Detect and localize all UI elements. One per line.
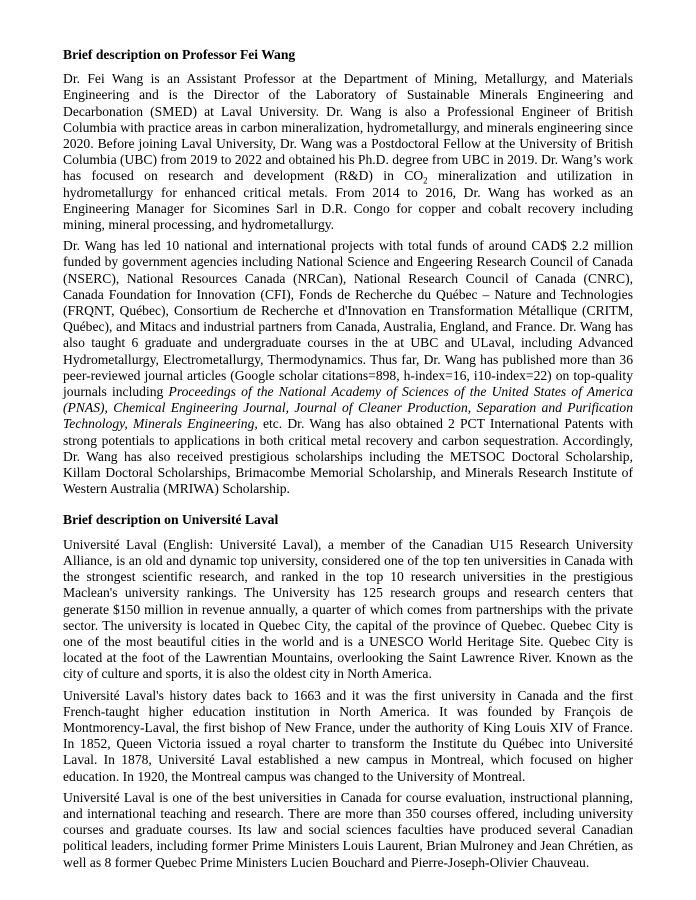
paragraph-text: Dr. Wang has led 10 national and international projects with total funds of around CAD$ 2.2 million funded by government agencies including National Science and Engeering Research Council of Canada (NSERC), National Resources Canada (NRCan), National Research Council of Canada (CNRC), Canada Foundation for Innovation (CFI), Fonds de Recherche du Québec – Nature and Technologies (FRQNT, Québec), Consortium de Recherche et d'Innovation en Transformation Métallique (CRITM, Québec), and Mitacs and industrial partners from Canada, Australia, England, and France. Dr. Wang has also taught 6 graduate and undergraduate courses in the at UBC and ULaval, including Advanced Hydrometallurgy, Electrometallurgy, Thermodynamics. Thus far, Dr. Wang has published more than 36 peer-reviewed journal articles (Google scholar citations=898, h-index=16, i10-index=22) on top-quality journals including	[63, 238, 633, 400]
fei-wang-paragraph-1	[63, 71, 633, 233]
laval-paragraph-3	[63, 790, 633, 871]
paragraph-text: etc. Dr. Wang has also obtained 2 PCT International Patents with strong potentials to applications in both critical metal recovery and carbon sequestration. Accordingly, Dr. Wang has also received prestigious scholarships including the METSOC Doctoral Scholarship, Killam Doctoral Scholarships, Brimacombe Memorial Scholarship, and Minerals Research Institute of Western Australia (MRIWA) Scholarship.	[63, 416, 633, 497]
section-universite-laval	[63, 512, 633, 870]
section-fei-wang	[63, 47, 633, 497]
fei-wang-paragraph-2	[63, 238, 633, 497]
section-heading-fei-wang: Brief description on Professor Fei Wang	[63, 47, 296, 62]
journal-titles-italic: Proceedings of the National Academy of Sciences of the United States of America (PNAS), Chemical Engineering Journal, Journal of Cleaner Production, Separation and Purification Technology, Minerals Engineering,	[63, 384, 633, 432]
co2-subscript: 2	[423, 176, 428, 187]
section-heading-universite-laval: Brief description on Université Laval	[63, 512, 279, 528]
paragraph-text: mineralization and utilization in hydrometallurgy for enhanced critical metals. From 2014 to 2016, Dr. Wang has worked as an Engineering Manager for Sicomines Sarl in D.R. Congo for copper and cobalt recovery including mining, mineral processing, and hydrometallurgy.	[63, 168, 633, 233]
paragraph-text: Université Laval's history dates back to 1663 and it was the first university in Canada and the first French-taught higher education institution in North America. It was founded by François de Montmorency-Laval, the first bishop of New France, under the authority of King Louis XIV of France. In 1852, Queen Victoria issued a royal charter to transform the Institute du Québec into Université Laval. In 1878, Université Laval established a new campus in Montreal, which focused on higher education. In 1920, the Montreal campus was changed to the University of Montreal.	[63, 687, 633, 784]
laval-paragraph-1	[63, 537, 633, 683]
paragraph-text: Université Laval is one of the best universities in Canada for course evaluation, instructional planning, and international teaching and research. There are more than 350 courses offered, including university courses and graduate courses. Its law and social sciences faculties have produced several Canadian political leaders, including former Prime Ministers Louis Laurent, Brian Mulroney and Jean Chrétien, as well as 8 former Quebec Prime Ministers Lucien Bouchard and Pierre-Joseph-Olivier Chauveau.	[63, 789, 633, 870]
paragraph-text: Université Laval (English: Université Laval), a member of the Canadian U15 Research University Alliance, is an old and dynamic top university, considered one of the top ten universities in Canada with the strongest scientific research, and ranked in the top 10 research universities in the prestigious Maclean's university rankings. The University has 125 research groups and research centers that generate $150 million in revenue annually, a quarter of which comes from partnerships with the private sector. The university is located in Quebec City, the capital of the province of Quebec. Quebec City is one of the most beautiful cities in the world and is a UNESCO World Heritage Site. Quebec City is located at the foot of the Lawrentian Mountains, overlooking the Saint Lawrence River. Known as the city of culture and sports, it is also the oldest city in North America.	[63, 536, 633, 682]
paragraph-text: Dr. Fei Wang is an Assistant Professor at the Department of Mining, Metallurgy, and Materials Engineering and is the Director of the Laboratory of Sustainable Minerals Engineering and Decarbonation (SMED) at Laval University. Dr. Wang is also a Professional Engineer of British Columbia with practice areas in carbon mineralization, hydrometallurgy, and minerals engineering since 2020. Before joining Laval University, Dr. Wang was a Postdoctoral Fellow at the University of British Columbia (UBC) from 2019 to 2022 and obtained his Ph.D. degree from UBC in 2019. Dr. Wang’s work has focused on research and development (R&D) in CO	[63, 71, 633, 184]
laval-paragraph-2	[63, 688, 633, 785]
